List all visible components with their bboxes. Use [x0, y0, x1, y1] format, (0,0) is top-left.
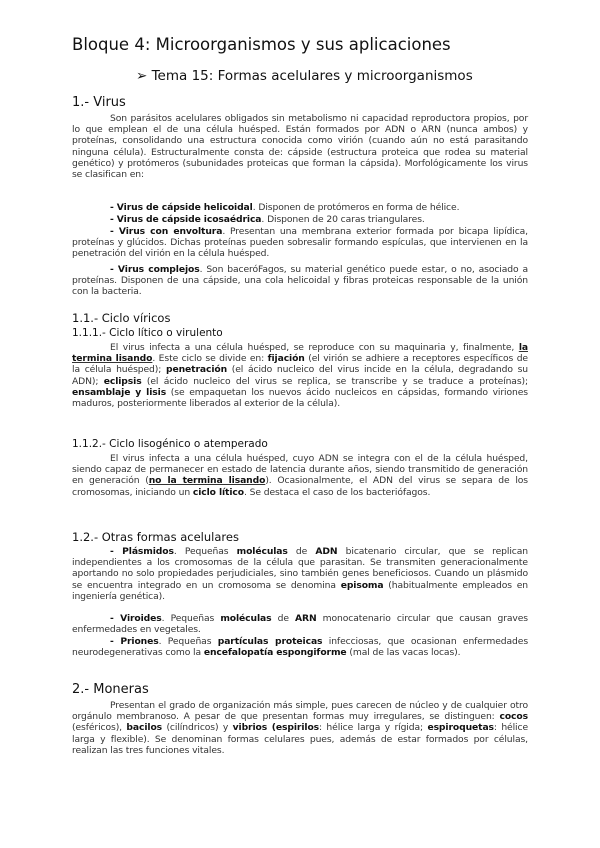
- list-item-complejos: - Virus complejos. Son baceróFagos, su material genético puede estar, o no, asociado a proteínas. Disponen de una cápside, una cola helicoidal y fibras proteicas responsable de la unión con la bacteria.: [72, 264, 528, 298]
- paragraph-plasmidos: - Plásmidos. Pequeñas moléculas de ADN bicatenario circular, que se replican independientes a los cromosomas de la célula que parasitan. Se transmiten generacionalmente aportando no solo propiedades perjudiciales, sino también genes beneficiosos. Cuando un plásmido se encuentra integrado en un cromosoma se denomina episoma (habitualmente empleados en ingeniería genética).: [72, 546, 528, 602]
- list-item-helicoidal: - Virus de cápside helicoidal. Disponen de protómeros en forma de hélice.: [110, 202, 460, 213]
- list-item-envoltura: - Virus con envoltura. Presentan una membrana exterior formada por bicapa lipídica, proteínas y glúcidos. Dichas proteínas pueden sobresalir formando espículas, que intervienen en la penetración del virión en la célula huésped.: [72, 226, 529, 260]
- paragraph-priones: - Priones. Pequeñas partículas proteicas infecciosas, que ocasionan enfermedades neurodegenerativas como la encefalopatía espongiforme (mal de las vacas locas).: [72, 636, 529, 659]
- heading-virus: 1.- Virus: [72, 95, 126, 110]
- paragraph-virus-intro: Son parásitos acelulares obligados sin metabolismo ni capacidad reproductora propios, por lo que emplean el de una célula huésped. Están formados por ADN o ARN (nunca ambos) y proteínas, consolidando una estructura conocida como virión (cuando aún no está parasitando ninguna célula). Estructuralmente consta de: cápside (estructura proteica que rodea su material genético) y protómeros (subunidades proteicas que forman la cápsida). Morfológicamente los virus se clasifican en:: [72, 113, 528, 181]
- paragraph-moneras: Presentan el grado de organización más simple, pues carecen de núcleo y de cualquier otro orgánulo membranoso. A pesar de que presentan formas muy irregulares, se distinguen: cocos (esféricos), bacilos (cilíndricos) y vibrios (espirilos: hélice larga y rígida; espiroquetas: hélice larga y flexible). Se denominan formas celulares pues, además de estar formados por células, realizan las tres funciones vitales.: [72, 700, 529, 756]
- paragraph-ciclo-lisogenico: El virus infecta a una célula huésped, cuyo ADN se integra con el de la célula huésped, siendo capaz de permanecer en estado de latencia durante años, siendo transmitido de generación en generación (no la termina lisando). Ocasionalmente, el ADN del virus se separa de los cromosomas, iniciando un ciclo lítico. Se destaca el caso de los bacteriófagos.: [72, 453, 528, 498]
- heading-ciclo-litico: 1.1.1.- Ciclo lítico o virulento: [72, 327, 223, 339]
- paragraph-viroides: - Viroides. Pequeñas moléculas de ARN monocatenario circular que causan graves enfermedades en vegetales.: [72, 613, 528, 636]
- heading-otras-formas: 1.2.- Otras formas acelulares: [72, 530, 239, 544]
- heading-ciclo-lisogenico: 1.1.2.- Ciclo lisogénico o atemperado: [72, 438, 268, 450]
- list-item-icosaedrica: - Virus de cápside icosaédrica. Disponen de 20 caras triangulares.: [110, 214, 425, 225]
- topic-title: ➢ Tema 15: Formas acelulares y microorganismos: [136, 68, 473, 84]
- heading-moneras: 2.- Moneras: [72, 682, 149, 697]
- heading-ciclos: 1.1.- Ciclo víricos: [72, 311, 171, 325]
- paragraph-ciclo-litico: El virus infecta a una célula huésped, se reproduce con su maquinaria y, finalmente, la termina lisando. Este ciclo se divide en: fijación (el virión se adhiere a receptores específicos de la célula huésped); penetración (el ácido nucleico del virus incide en la célula, degradando su ADN); eclipsis (el ácido nucleico del virus se replica, se transcribe y se traduce a proteínas); ensamblaje y lisis (se empaquetan los nuevos ácido nucleicos en cápsidas, formando viriones maduros, posteriormente liberados al exterior de la célula).: [72, 342, 528, 410]
- document-title: Bloque 4: Microorganismos y sus aplicaciones: [72, 35, 451, 54]
